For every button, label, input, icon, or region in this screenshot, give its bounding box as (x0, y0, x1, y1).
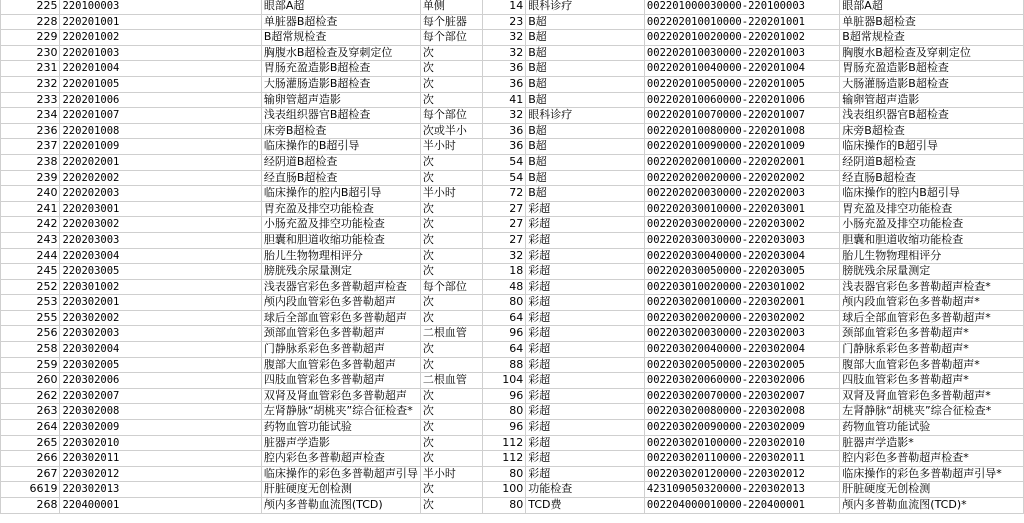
full-code-cell[interactable]: 002203020120000-220302012 (644, 466, 839, 482)
item-code-cell[interactable]: 220100003 (60, 0, 261, 14)
table-row (1, 0, 1024, 14)
full-code-cell[interactable]: 002203020060000-220302006 (644, 373, 839, 389)
full-code-cell[interactable]: 002203020010000-220302001 (644, 295, 839, 311)
item-name-cell[interactable]: 药物血管功能试验 (261, 420, 420, 436)
row-number-cell[interactable]: 259 (1, 357, 60, 373)
display-name-cell[interactable]: 临床操作的腔内B超引导 (840, 186, 1024, 202)
price-cell[interactable]: 64 (482, 342, 526, 358)
item-code-cell[interactable]: 220202003 (60, 186, 261, 202)
display-name-cell[interactable]: 经直肠B超检查 (840, 170, 1024, 186)
price-cell[interactable]: 36 (482, 139, 526, 155)
item-code-cell[interactable]: 220201006 (60, 92, 261, 108)
item-code-cell[interactable]: 220201004 (60, 61, 261, 77)
row-number-cell[interactable]: 266 (1, 451, 60, 467)
item-name-cell[interactable]: 胸腹水B超检查及穿刺定位 (261, 45, 420, 61)
full-code-cell[interactable]: 002202010090000-220201009 (644, 139, 839, 155)
display-name-cell[interactable]: 胆囊和胆道收缩功能检查 (840, 232, 1024, 248)
unit-cell[interactable]: 次 (420, 420, 482, 436)
row-number-cell[interactable]: 241 (1, 201, 60, 217)
display-name-cell[interactable]: 经阴道B超检查 (840, 154, 1024, 170)
category-cell[interactable]: B超 (526, 92, 645, 108)
full-code-cell[interactable]: 002202010020000-220201002 (644, 30, 839, 46)
row-number-cell[interactable]: 263 (1, 404, 60, 420)
price-cell[interactable]: 104 (482, 373, 526, 389)
category-cell[interactable]: 彩超 (526, 232, 645, 248)
category-cell[interactable]: 彩超 (526, 248, 645, 264)
row-number-cell[interactable]: 238 (1, 154, 60, 170)
price-cell[interactable]: 18 (482, 264, 526, 280)
category-cell[interactable]: 彩超 (526, 420, 645, 436)
item-code-cell[interactable]: 220201003 (60, 45, 261, 61)
table-row (1, 435, 1024, 451)
full-code-cell[interactable]: 002202020010000-220202001 (644, 154, 839, 170)
table-row (1, 482, 1024, 498)
category-cell[interactable]: 眼科诊疗 (526, 0, 645, 14)
price-cell[interactable]: 80 (482, 404, 526, 420)
item-name-cell[interactable]: 左肾静脉“胡桃夹”综合征检查* (261, 404, 420, 420)
table-row (1, 30, 1024, 46)
price-cell[interactable]: 32 (482, 30, 526, 46)
full-code-cell[interactable]: 002203020110000-220302011 (644, 451, 839, 467)
category-cell[interactable]: 彩超 (526, 373, 645, 389)
unit-cell[interactable]: 次 (420, 92, 482, 108)
unit-cell[interactable]: 次 (420, 217, 482, 233)
table-row (1, 14, 1024, 30)
item-code-cell[interactable]: 220201001 (60, 14, 261, 30)
full-code-cell[interactable]: 002202030040000-220203004 (644, 248, 839, 264)
row-number-cell[interactable]: 239 (1, 170, 60, 186)
display-name-cell[interactable]: 输卵管超声造影 (840, 92, 1024, 108)
table-row (1, 232, 1024, 248)
category-cell[interactable]: 眼科诊疗 (526, 108, 645, 124)
category-cell[interactable]: B超 (526, 139, 645, 155)
full-code-cell[interactable]: 002203010020000-220301002 (644, 279, 839, 295)
row-number-cell[interactable]: 230 (1, 45, 60, 61)
table-row (1, 92, 1024, 108)
price-cell[interactable]: 80 (482, 466, 526, 482)
table-row (1, 404, 1024, 420)
price-cell[interactable]: 54 (482, 154, 526, 170)
full-code-cell[interactable]: 002202030020000-220203002 (644, 217, 839, 233)
item-name-cell[interactable]: 经直肠B超检查 (261, 170, 420, 186)
full-code-cell[interactable]: 002203020090000-220302009 (644, 420, 839, 436)
row-number-cell[interactable]: 260 (1, 373, 60, 389)
row-number-cell[interactable]: 242 (1, 217, 60, 233)
table-row (1, 170, 1024, 186)
price-cell[interactable]: 54 (482, 170, 526, 186)
price-cell[interactable]: 32 (482, 108, 526, 124)
display-name-cell[interactable]: 膀胱残余尿量测定 (840, 264, 1024, 280)
display-name-cell[interactable]: 临床操作的彩色多普勒超声引导* (840, 466, 1024, 482)
table-row (1, 279, 1024, 295)
row-number-cell[interactable]: 265 (1, 435, 60, 451)
price-cell[interactable]: 64 (482, 310, 526, 326)
category-cell[interactable]: 彩超 (526, 217, 645, 233)
full-code-cell[interactable]: 002202010030000-220201003 (644, 45, 839, 61)
item-name-cell[interactable]: B超常规检查 (261, 30, 420, 46)
item-name-cell[interactable]: 颅内段血管彩色多普勒超声 (261, 295, 420, 311)
price-cell[interactable]: 14 (482, 0, 526, 14)
item-code-cell[interactable]: 220203005 (60, 264, 261, 280)
item-code-cell[interactable]: 220203001 (60, 201, 261, 217)
category-cell[interactable]: B超 (526, 76, 645, 92)
row-number-cell[interactable]: 232 (1, 76, 60, 92)
full-code-cell[interactable]: 002202010040000-220201004 (644, 61, 839, 77)
item-code-cell[interactable]: 220201002 (60, 30, 261, 46)
row-number-cell[interactable]: 264 (1, 420, 60, 436)
table-row (1, 45, 1024, 61)
row-number-cell[interactable]: 236 (1, 123, 60, 139)
item-code-cell[interactable]: 220400001 (60, 498, 261, 514)
item-code-cell[interactable]: 220203002 (60, 217, 261, 233)
item-code-cell[interactable]: 220202002 (60, 170, 261, 186)
item-name-cell[interactable]: 浅表器官彩色多普勒超声检查 (261, 279, 420, 295)
table-row (1, 248, 1024, 264)
table-row (1, 388, 1024, 404)
full-code-cell[interactable]: 002202020020000-220202002 (644, 170, 839, 186)
unit-cell[interactable]: 次 (420, 435, 482, 451)
unit-cell[interactable]: 二根血管 (420, 373, 482, 389)
item-name-cell[interactable]: 临床操作的彩色多普勒超声引导 (261, 466, 420, 482)
table-row (1, 217, 1024, 233)
row-number-cell[interactable]: 225 (1, 0, 60, 14)
unit-cell[interactable]: 次 (420, 404, 482, 420)
table-row (1, 357, 1024, 373)
item-name-cell[interactable]: 颈部血管彩色多普勒超声 (261, 326, 420, 342)
category-cell[interactable]: TCD费 (526, 498, 645, 514)
item-name-cell[interactable]: 经阴道B超检查 (261, 154, 420, 170)
row-number-cell[interactable]: 244 (1, 248, 60, 264)
table-row (1, 451, 1024, 467)
full-code-cell[interactable]: 002202010070000-220201007 (644, 108, 839, 124)
price-cell[interactable]: 41 (482, 92, 526, 108)
category-cell[interactable]: 功能检查 (526, 482, 645, 498)
table-row (1, 123, 1024, 139)
row-number-cell[interactable]: 229 (1, 30, 60, 46)
item-code-cell[interactable]: 220201007 (60, 108, 261, 124)
price-cell[interactable]: 36 (482, 76, 526, 92)
display-name-cell[interactable]: 腹部大血管彩色多普勒超声* (840, 357, 1024, 373)
category-cell[interactable]: 彩超 (526, 201, 645, 217)
row-number-cell[interactable]: 243 (1, 232, 60, 248)
display-name-cell[interactable]: 胎儿生物物理相评分 (840, 248, 1024, 264)
item-name-cell[interactable]: 胆囊和胆道收缩功能检查 (261, 232, 420, 248)
price-cell[interactable]: 36 (482, 61, 526, 77)
item-code-cell[interactable]: 220203003 (60, 232, 261, 248)
category-cell[interactable]: 彩超 (526, 295, 645, 311)
row-number-cell[interactable]: 256 (1, 326, 60, 342)
item-name-cell[interactable]: 输卵管超声造影 (261, 92, 420, 108)
item-name-cell[interactable]: 腹部大血管彩色多普勒超声 (261, 357, 420, 373)
unit-cell[interactable]: 次 (420, 388, 482, 404)
item-name-cell[interactable]: 脏器声学造影 (261, 435, 420, 451)
item-name-cell[interactable]: 双肾及肾血管彩色多普勒超声 (261, 388, 420, 404)
unit-cell[interactable]: 每个部位 (420, 30, 482, 46)
full-code-cell[interactable]: 002203020070000-220302007 (644, 388, 839, 404)
unit-cell[interactable]: 次 (420, 232, 482, 248)
table-row (1, 466, 1024, 482)
display-name-cell[interactable]: 大肠灌肠造影B超检查 (840, 76, 1024, 92)
unit-cell[interactable]: 每个脏器 (420, 14, 482, 30)
table-row (1, 61, 1024, 77)
unit-cell[interactable]: 次或半小 (420, 123, 482, 139)
full-code-cell[interactable]: 002203020020000-220302002 (644, 310, 839, 326)
unit-cell[interactable]: 次 (420, 342, 482, 358)
item-code-cell[interactable]: 220203004 (60, 248, 261, 264)
price-cell[interactable]: 100 (482, 482, 526, 498)
table-row (1, 373, 1024, 389)
display-name-cell[interactable]: 眼部A超 (840, 0, 1024, 14)
category-cell[interactable]: B超 (526, 170, 645, 186)
unit-cell[interactable]: 次 (420, 357, 482, 373)
item-name-cell[interactable]: 颅内多普勒血流图(TCD) (261, 498, 420, 514)
category-cell[interactable]: 彩超 (526, 451, 645, 467)
item-name-cell[interactable]: 大肠灌肠造影B超检查 (261, 76, 420, 92)
full-code-cell[interactable]: 002202010060000-220201006 (644, 92, 839, 108)
item-code-cell[interactable]: 220201009 (60, 139, 261, 155)
unit-cell[interactable]: 次 (420, 76, 482, 92)
price-cell[interactable]: 36 (482, 123, 526, 139)
display-name-cell[interactable]: B超常规检查 (840, 30, 1024, 46)
category-cell[interactable]: B超 (526, 123, 645, 139)
item-code-cell[interactable]: 220201008 (60, 123, 261, 139)
item-name-cell[interactable]: 球后全部血管彩色多普勒超声 (261, 310, 420, 326)
unit-cell[interactable]: 二根血管 (420, 326, 482, 342)
price-cell[interactable]: 96 (482, 326, 526, 342)
display-name-cell[interactable]: 床旁B超检查 (840, 123, 1024, 139)
unit-cell[interactable]: 次 (420, 154, 482, 170)
price-cell[interactable]: 27 (482, 232, 526, 248)
item-code-cell[interactable]: 220302001 (60, 295, 261, 311)
item-name-cell[interactable]: 小肠充盈及排空功能检查 (261, 217, 420, 233)
item-code-cell[interactable]: 220302012 (60, 466, 261, 482)
category-cell[interactable]: B超 (526, 14, 645, 30)
full-code-cell[interactable]: 423109050320000-220302013 (644, 482, 839, 498)
item-name-cell[interactable]: 临床操作的腔内B超引导 (261, 186, 420, 202)
row-number-cell[interactable]: 234 (1, 108, 60, 124)
row-number-cell[interactable]: 231 (1, 61, 60, 77)
unit-cell[interactable]: 次 (420, 295, 482, 311)
full-code-cell[interactable]: 002203020040000-220302004 (644, 342, 839, 358)
category-cell[interactable]: 彩超 (526, 326, 645, 342)
category-cell[interactable]: B超 (526, 154, 645, 170)
category-cell[interactable]: B超 (526, 30, 645, 46)
category-cell[interactable]: B超 (526, 45, 645, 61)
table-row (1, 108, 1024, 124)
row-number-cell[interactable]: 253 (1, 295, 60, 311)
item-name-cell[interactable]: 眼部A超 (261, 0, 420, 14)
item-code-cell[interactable]: 220302006 (60, 373, 261, 389)
item-name-cell[interactable]: 门静脉系彩色多普勒超声 (261, 342, 420, 358)
item-name-cell[interactable]: 四肢血管彩色多普勒超声 (261, 373, 420, 389)
display-name-cell[interactable]: 药物血管功能试验 (840, 420, 1024, 436)
table-row (1, 154, 1024, 170)
full-code-cell[interactable]: 002203020050000-220302005 (644, 357, 839, 373)
category-cell[interactable]: B超 (526, 186, 645, 202)
row-number-cell[interactable]: 258 (1, 342, 60, 358)
full-code-cell[interactable]: 002202030030000-220203003 (644, 232, 839, 248)
item-code-cell[interactable]: 220302007 (60, 388, 261, 404)
price-cell[interactable]: 80 (482, 295, 526, 311)
item-name-cell[interactable]: 单脏器B超检查 (261, 14, 420, 30)
item-code-cell[interactable]: 220301002 (60, 279, 261, 295)
item-name-cell[interactable]: 胃肠充盈造影B超检查 (261, 61, 420, 77)
row-number-cell[interactable]: 228 (1, 14, 60, 30)
row-number-cell[interactable]: 255 (1, 310, 60, 326)
display-name-cell[interactable]: 单脏器B超检查 (840, 14, 1024, 30)
display-name-cell[interactable]: 临床操作的B超引导 (840, 139, 1024, 155)
item-name-cell[interactable]: 腔内彩色多普勒超声检查 (261, 451, 420, 467)
price-cell[interactable]: 48 (482, 279, 526, 295)
row-number-cell[interactable]: 237 (1, 139, 60, 155)
full-code-cell[interactable]: 002201000030000-220100003 (644, 0, 839, 14)
full-code-cell[interactable]: 002203020030000-220302003 (644, 326, 839, 342)
item-code-cell[interactable]: 220302002 (60, 310, 261, 326)
full-code-cell[interactable]: 002204000010000-220400001 (644, 498, 839, 514)
category-cell[interactable]: B超 (526, 61, 645, 77)
price-cell[interactable]: 96 (482, 420, 526, 436)
item-name-cell[interactable]: 胎儿生物物理相评分 (261, 248, 420, 264)
item-name-cell[interactable]: 胃充盈及排空功能检查 (261, 201, 420, 217)
item-name-cell[interactable]: 床旁B超检查 (261, 123, 420, 139)
table-row (1, 76, 1024, 92)
item-name-cell[interactable]: 膀胱残余尿量测定 (261, 264, 420, 280)
unit-cell[interactable]: 次 (420, 498, 482, 514)
price-cell[interactable]: 27 (482, 201, 526, 217)
unit-cell[interactable]: 单侧 (420, 0, 482, 14)
display-name-cell[interactable]: 左肾静脉“胡桃夹”综合征检查* (840, 404, 1024, 420)
row-number-cell[interactable]: 245 (1, 264, 60, 280)
display-name-cell[interactable]: 腔内彩色多普勒超声检查* (840, 451, 1024, 467)
category-cell[interactable]: 彩超 (526, 264, 645, 280)
unit-cell[interactable]: 次 (420, 264, 482, 280)
display-name-cell[interactable]: 小肠充盈及排空功能检查 (840, 217, 1024, 233)
unit-cell[interactable]: 次 (420, 201, 482, 217)
table-row (1, 498, 1024, 514)
price-cell[interactable]: 23 (482, 14, 526, 30)
table-row (1, 264, 1024, 280)
price-cell[interactable]: 112 (482, 451, 526, 467)
row-number-cell[interactable]: 233 (1, 92, 60, 108)
item-name-cell[interactable]: 临床操作的B超引导 (261, 139, 420, 155)
item-code-cell[interactable]: 220302011 (60, 451, 261, 467)
category-cell[interactable]: 彩超 (526, 342, 645, 358)
full-code-cell[interactable]: 002202010050000-220201005 (644, 76, 839, 92)
display-name-cell[interactable]: 脏器声学造影* (840, 435, 1024, 451)
item-name-cell[interactable]: 肝脏硬度无创检测 (261, 482, 420, 498)
price-cell[interactable]: 96 (482, 388, 526, 404)
price-cell[interactable]: 32 (482, 45, 526, 61)
price-cell[interactable]: 80 (482, 498, 526, 514)
table-row (1, 295, 1024, 311)
unit-cell[interactable]: 次 (420, 310, 482, 326)
category-cell[interactable]: 彩超 (526, 388, 645, 404)
full-code-cell[interactable]: 002203020080000-220302008 (644, 404, 839, 420)
unit-cell[interactable]: 半小时 (420, 186, 482, 202)
item-code-cell[interactable]: 220202001 (60, 154, 261, 170)
unit-cell[interactable]: 每个部位 (420, 108, 482, 124)
item-code-cell[interactable]: 220302003 (60, 326, 261, 342)
table-body (1, 0, 1024, 513)
display-name-cell[interactable]: 球后全部血管彩色多普勒超声* (840, 310, 1024, 326)
table-row (1, 326, 1024, 342)
display-name-cell[interactable]: 颅内段血管彩色多普勒超声* (840, 295, 1024, 311)
unit-cell[interactable]: 半小时 (420, 466, 482, 482)
full-code-cell[interactable]: 002202030050000-220203005 (644, 264, 839, 280)
unit-cell[interactable]: 次 (420, 45, 482, 61)
table-row (1, 420, 1024, 436)
full-code-cell[interactable]: 002202010010000-220201001 (644, 14, 839, 30)
category-cell[interactable]: 彩超 (526, 279, 645, 295)
display-name-cell[interactable]: 胃肠充盈造影B超检查 (840, 61, 1024, 77)
row-number-cell[interactable]: 262 (1, 388, 60, 404)
table-row (1, 139, 1024, 155)
item-code-cell[interactable]: 220302013 (60, 482, 261, 498)
price-cell[interactable]: 88 (482, 357, 526, 373)
full-code-cell[interactable]: 002202030010000-220203001 (644, 201, 839, 217)
row-number-cell[interactable]: 267 (1, 466, 60, 482)
item-code-cell[interactable]: 220201005 (60, 76, 261, 92)
unit-cell[interactable]: 次 (420, 451, 482, 467)
unit-cell[interactable]: 次 (420, 248, 482, 264)
full-code-cell[interactable]: 002202020030000-220202003 (644, 186, 839, 202)
item-code-cell[interactable]: 220302009 (60, 420, 261, 436)
display-name-cell[interactable]: 胸腹水B超检查及穿刺定位 (840, 45, 1024, 61)
unit-cell[interactable]: 次 (420, 61, 482, 77)
row-number-cell[interactable]: 6619 (1, 482, 60, 498)
full-code-cell[interactable]: 002203020100000-220302010 (644, 435, 839, 451)
display-name-cell[interactable]: 肝脏硬度无创检测 (840, 482, 1024, 498)
display-name-cell[interactable]: 双肾及肾血管彩色多普勒超声* (840, 388, 1024, 404)
full-code-cell[interactable]: 002202010080000-220201008 (644, 123, 839, 139)
unit-cell[interactable]: 次 (420, 170, 482, 186)
table-row (1, 186, 1024, 202)
row-number-cell[interactable]: 252 (1, 279, 60, 295)
display-name-cell[interactable]: 浅表器官彩色多普勒超声检查* (840, 279, 1024, 295)
display-name-cell[interactable]: 门静脉系彩色多普勒超声* (840, 342, 1024, 358)
price-cell[interactable]: 112 (482, 435, 526, 451)
price-cell[interactable]: 32 (482, 248, 526, 264)
category-cell[interactable]: 彩超 (526, 310, 645, 326)
item-code-cell[interactable]: 220302005 (60, 357, 261, 373)
row-number-cell[interactable]: 268 (1, 498, 60, 514)
row-number-cell[interactable]: 240 (1, 186, 60, 202)
price-cell[interactable]: 27 (482, 217, 526, 233)
table-row (1, 310, 1024, 326)
item-code-cell[interactable]: 220302010 (60, 435, 261, 451)
display-name-cell[interactable]: 浅表组织器官B超检查 (840, 108, 1024, 124)
unit-cell[interactable]: 半小时 (420, 139, 482, 155)
display-name-cell[interactable]: 四肢血管彩色多普勒超声* (840, 373, 1024, 389)
category-cell[interactable]: 彩超 (526, 357, 645, 373)
price-cell[interactable]: 72 (482, 186, 526, 202)
category-cell[interactable]: 彩超 (526, 404, 645, 420)
unit-cell[interactable]: 每个部位 (420, 279, 482, 295)
category-cell[interactable]: 彩超 (526, 435, 645, 451)
category-cell[interactable]: 彩超 (526, 466, 645, 482)
table-row (1, 342, 1024, 358)
table-row (1, 201, 1024, 217)
item-code-cell[interactable]: 220302004 (60, 342, 261, 358)
display-name-cell[interactable]: 颅内多普勒血流图(TCD)* (840, 498, 1024, 514)
item-code-cell[interactable]: 220302008 (60, 404, 261, 420)
display-name-cell[interactable]: 颈部血管彩色多普勒超声* (840, 326, 1024, 342)
unit-cell[interactable]: 次 (420, 482, 482, 498)
item-name-cell[interactable]: 浅表组织器官B超检查 (261, 108, 420, 124)
display-name-cell[interactable]: 胃充盈及排空功能检查 (840, 201, 1024, 217)
